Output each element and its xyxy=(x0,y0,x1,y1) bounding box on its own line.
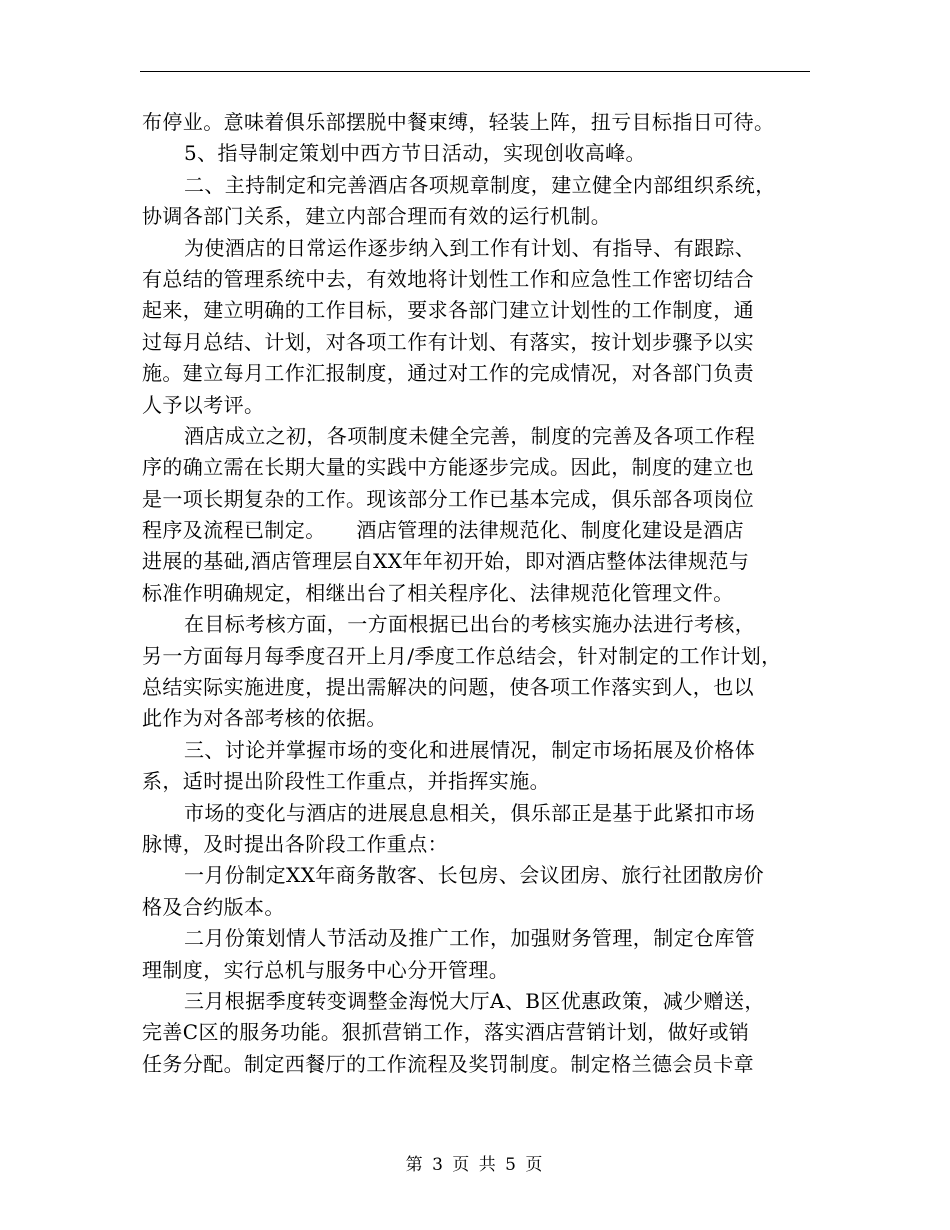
text-line: 另一方面每月每季度召开上月/季度工作总结会，针对制定的工作计划， xyxy=(142,643,782,668)
text-line: 在目标考核方面，一方面根据已出台的考核实施办法进行考核， xyxy=(184,612,756,637)
page-number: 第 3 页 共 5 页 xyxy=(405,1155,545,1175)
text-line: 任务分配。制定西餐厅的工作流程及奖罚制度。制定格兰德会员卡章 xyxy=(142,1051,754,1076)
text-line: 完善C区的服务功能。狠抓营销工作，落实酒店营销计划，做好或销 xyxy=(142,1020,750,1045)
text-line: 人予以考评。 xyxy=(142,392,265,417)
text-line: 标准作明确规定，相继出台了相关程序化、法律规范化管理文件。 xyxy=(142,580,734,605)
text-line: 酒店成立之初，各项制度未健全完善，制度的完善及各项工作程 xyxy=(184,423,756,448)
text-line: 二、主持制定和完善酒店各项规章制度，建立健全内部组织系统， xyxy=(184,172,776,197)
text-line: 三、讨论并掌握市场的变化和进展情况，制定市场拓展及价格体 xyxy=(184,737,756,762)
text-line: 有总结的管理系统中去，有效地将计划性工作和应急性工作密切结合 xyxy=(142,266,754,291)
text-line: 一月份制定XX年商务散客、长包房、会议团房、旅行社团散房价 xyxy=(184,863,765,888)
text-line: 二月份策划情人节活动及推广工作，加强财务管理，制定仓库管 xyxy=(184,926,756,951)
text-line: 过每月总结、计划，对各项工作有计划、有落实，按计划步骤予以实 xyxy=(142,329,754,354)
text-line: 是一项长期复杂的工作。现该部分工作已基本完成，俱乐部各项岗位 xyxy=(142,486,754,511)
text-line: 进展的基础,酒店管理层自XX年年初开始，即对酒店整体法律规范与 xyxy=(142,549,750,574)
text-line: 施。建立每月工作汇报制度，通过对工作的完成情况，对各部门负责 xyxy=(142,361,754,386)
text-line: 此作为对各部考核的依据。 xyxy=(142,706,387,731)
text-line: 理制度，实行总机与服务中心分开管理。 xyxy=(142,957,510,982)
text-line: 布停业。意味着俱乐部摆脱中餐束缚，轻装上阵，扭亏目标指日可待。 xyxy=(142,110,775,134)
text-line: 起来，建立明确的工作目标，要求各部门建立计划性的工作制度，通 xyxy=(142,298,754,323)
header-rule xyxy=(140,71,810,72)
document-body xyxy=(142,107,814,1080)
text-line: 协调各部门关系，建立内部合理而有效的运行机制。 xyxy=(142,204,612,229)
text-line: 三月根据季度转变调整金海悦大厅A、B区优惠政策，减少赠送， xyxy=(184,988,765,1013)
text-line: 5、指导制定策划中西方节日活动，实现创收高峰。 xyxy=(184,141,646,166)
text-line: 为使酒店的日常运作逐步纳入到工作有计划、有指导、有跟踪、 xyxy=(184,235,756,260)
text-line: 程序及流程已制定。 酒店管理的法律规范化、制度化建设是酒店 xyxy=(142,518,744,543)
text-line: 系，适时提出阶段性工作重点，并指挥实施。 xyxy=(142,769,550,794)
text-line: 脉博，及时提出各阶段工作重点： xyxy=(142,831,448,856)
text-line: 序的确立需在长期大量的实践中方能逐步完成。因此，制度的建立也 xyxy=(142,455,754,480)
text-line: 总结实际实施进度，提出需解决的问题，使各项工作落实到人，也以 xyxy=(142,675,754,700)
text-line: 市场的变化与酒店的进展息息相关，俱乐部正是基于此紧扣市场 xyxy=(184,800,756,825)
text-line: 格及合约版本。 xyxy=(142,894,285,919)
